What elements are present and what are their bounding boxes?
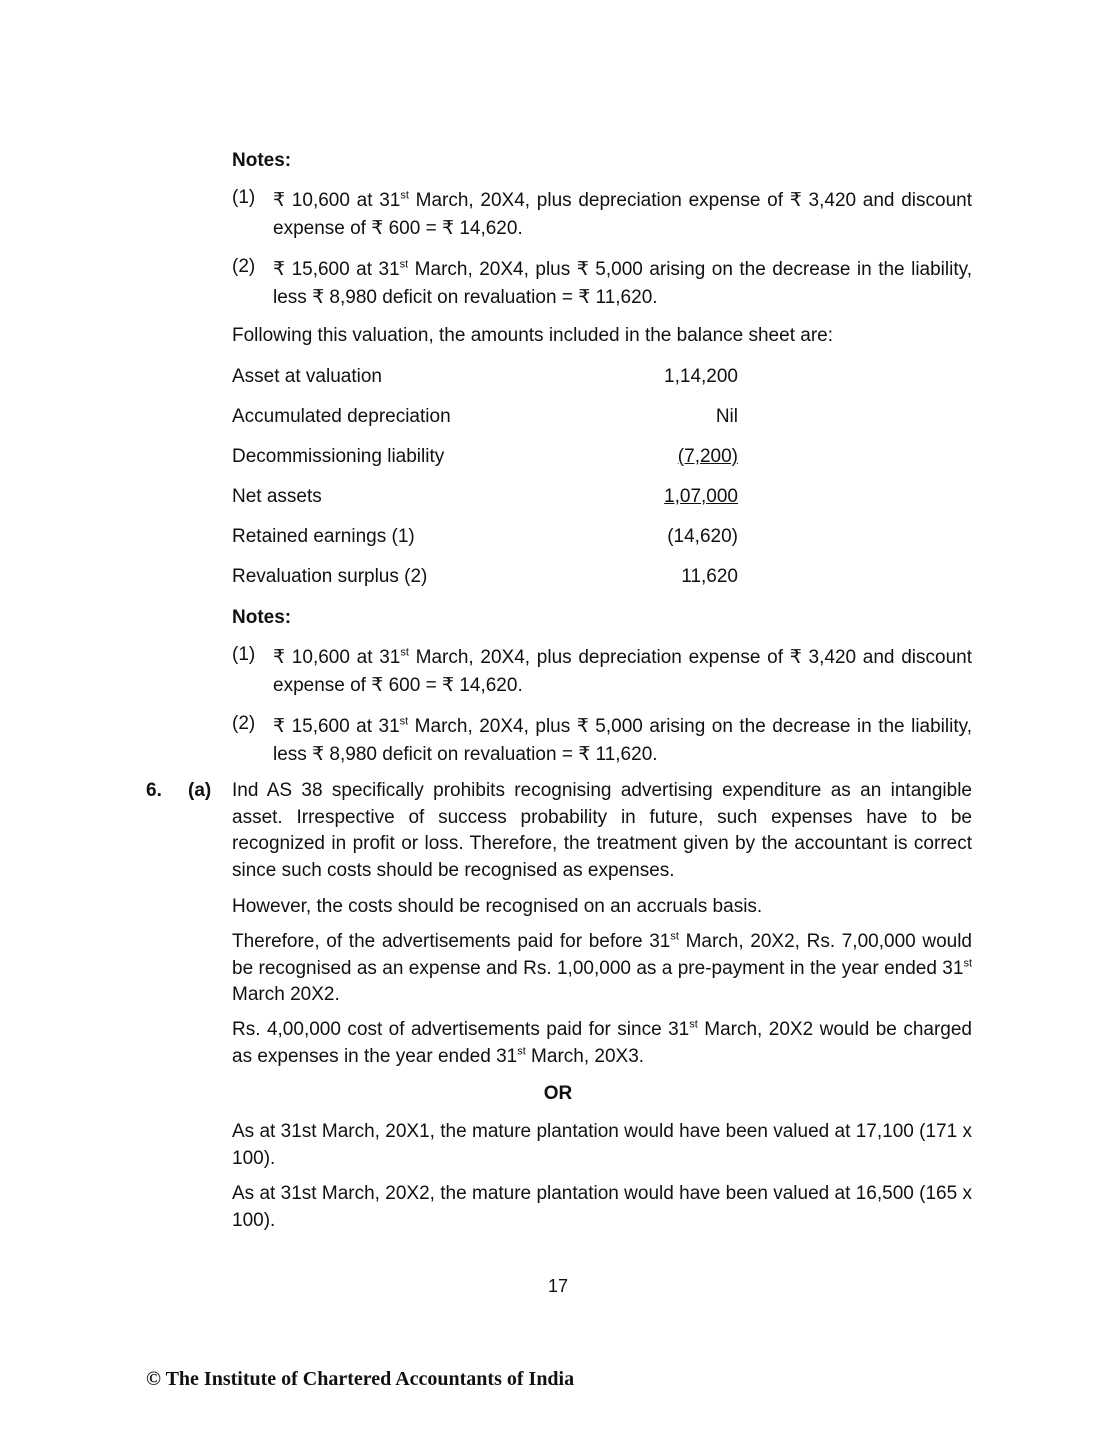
table-row-value: 1,14,200 bbox=[664, 366, 738, 387]
answer-paragraph: Rs. 4,00,000 cost of advertisements paid for since 31st March, 20X2 would be charged as expenses in the year ended 31st March, 20X3. bbox=[232, 1018, 972, 1067]
table-row-value: (14,620) bbox=[667, 526, 738, 547]
table-row-value: 11,620 bbox=[681, 566, 738, 587]
note-item bbox=[232, 644, 972, 700]
table-row-label: Revaluation surplus (2) bbox=[232, 566, 428, 587]
question-part: (a) bbox=[188, 780, 212, 801]
table-row-value: (7,200) bbox=[677, 446, 738, 467]
answer-paragraph: As at 31st March, 20X2, the mature plantation would have been valued at 16,500 (165 x 100). bbox=[232, 1183, 972, 1231]
table-row-label: Decommissioning liability bbox=[232, 446, 445, 467]
table-row-label: Accumulated depreciation bbox=[232, 406, 451, 427]
note-item bbox=[232, 187, 972, 243]
following-text: Following this valuation, the amounts included in the balance sheet are: bbox=[232, 325, 833, 346]
note-text: ₹ 10,600 at 31st March, 20X4, plus depreciation expense of ₹ 3,420 and discount expense of ₹ 600 = ₹ 14,620. bbox=[273, 646, 972, 696]
note-text: ₹ 15,600 at 31st March, 20X4, plus ₹ 5,000 arising on the decrease in the liability, less ₹ 8,980 deficit on revaluation = ₹ 11,620. bbox=[273, 715, 972, 765]
note-text: ₹ 10,600 at 31st March, 20X4, plus depreciation expense of ₹ 3,420 and discount expense of ₹ 600 = ₹ 14,620. bbox=[273, 189, 972, 239]
footer-copyright: © The Institute of Chartered Accountants of India bbox=[146, 1368, 575, 1390]
note-number: (1) bbox=[232, 187, 256, 208]
table-row-label: Asset at valuation bbox=[232, 366, 382, 387]
note-text: ₹ 15,600 at 31st March, 20X4, plus ₹ 5,000 arising on the decrease in the liability, less ₹ 8,980 deficit on revaluation = ₹ 11,620. bbox=[273, 258, 972, 308]
answer-paragraph: Ind AS 38 specifically prohibits recognising advertising expenditure as an intangible asset. Irrespective of success probability in future, such expenses have to be recognized in profit or loss. Therefore, the treatment given by the accountant is correct since such costs should be recognised as expenses. bbox=[232, 780, 972, 881]
note-number: (2) bbox=[232, 256, 256, 277]
answer-paragraph: Therefore, of the advertisements paid for before 31st March, 20X2, Rs. 7,00,000 would be recognised as an expense and Rs. 1,00,000 as a pre-payment in the year ended 31st March 20X2. bbox=[232, 930, 972, 1005]
table-row-label: Net assets bbox=[232, 486, 322, 507]
note-item bbox=[232, 256, 972, 312]
notes-heading: Notes: bbox=[232, 150, 292, 171]
answer-paragraph: As at 31st March, 20X1, the mature plantation would have been valued at 17,100 (171 x 100). bbox=[232, 1121, 972, 1169]
note-number: (1) bbox=[232, 644, 256, 665]
answer-paragraph: However, the costs should be recognised on an accruals basis. bbox=[232, 896, 763, 917]
question-number: 6. bbox=[146, 780, 162, 801]
table-row-value: 1,07,000 bbox=[664, 486, 738, 507]
table-row-label: Retained earnings (1) bbox=[232, 526, 415, 547]
note-item bbox=[232, 713, 972, 769]
page-number: 17 bbox=[547, 1276, 569, 1296]
note-number: (2) bbox=[232, 713, 256, 734]
table-row-value: Nil bbox=[715, 406, 738, 427]
notes-heading: Notes: bbox=[232, 607, 292, 628]
or-divider: OR bbox=[543, 1083, 573, 1104]
